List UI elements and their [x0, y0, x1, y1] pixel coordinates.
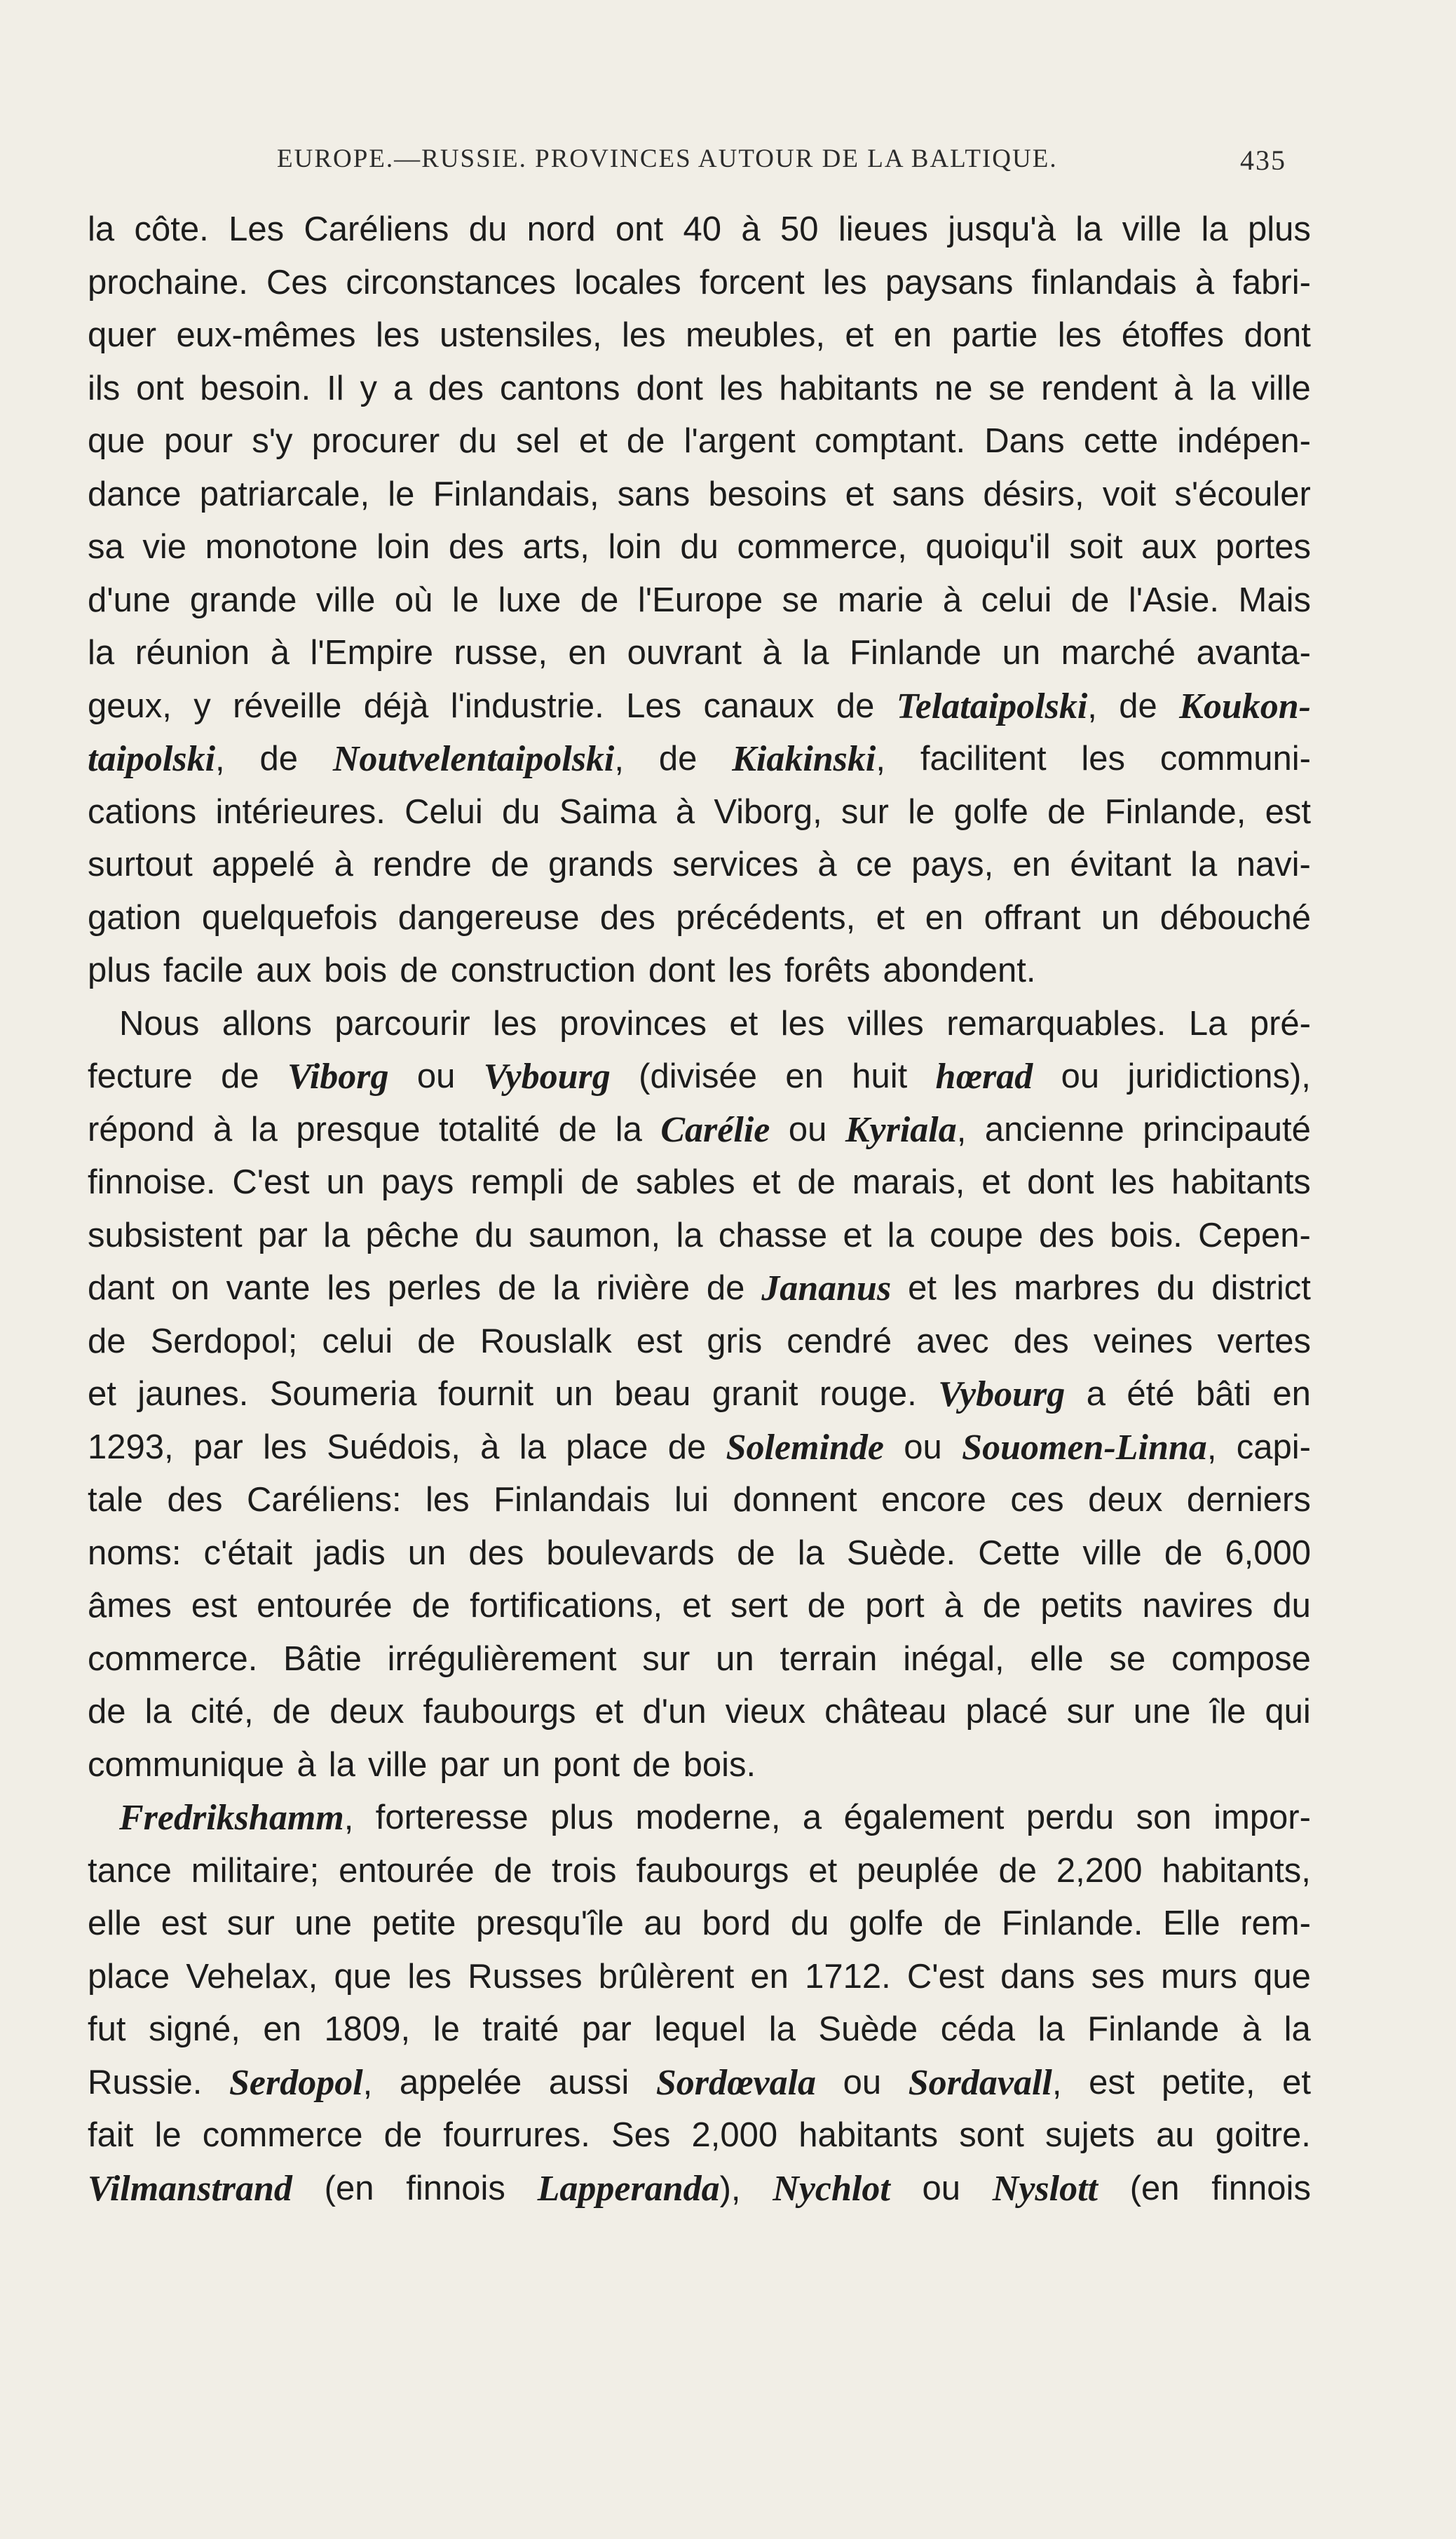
- text-line: taipolski, de Noutvelentaipolski, de Kiakinski, facilitent les communi-: [88, 739, 1311, 779]
- text-line: 1293, par les Suédois, à la place de Soleminde ou Souomen-Linna, capi-: [88, 1427, 1311, 1468]
- text-line: plus facile aux bois de construction dont les forêts abondent.: [88, 952, 1036, 989]
- text-line: de la cité, de deux faubourgs et d'un vieux château placé sur une île qui: [88, 1693, 1311, 1731]
- text-line: tance militaire; entourée de trois faubourgs et peuplée de 2,200 habitants,: [88, 1851, 1311, 1890]
- text-line: quer eux-mêmes les ustensiles, les meubles, et en partie les étoffes dont: [88, 316, 1311, 354]
- running-head-title: EUROPE.—RUSSIE. PROVINCES AUTOUR DE LA BALTIQUE.: [277, 144, 1058, 173]
- text-line: gation quelquefois dangereuse des précédents, et en offrant un débouché: [88, 898, 1311, 937]
- page-number: 435: [1240, 144, 1286, 176]
- text-line: répond à la presque totalité de la Carélie ou Kyriala, ancienne principauté: [88, 1109, 1311, 1150]
- text-line: fut signé, en 1809, le traité par lequel la Suède céda la Finlande à la: [88, 2010, 1311, 2048]
- paragraph: [88, 203, 1311, 998]
- text-line: cations intérieures. Celui du Saima à Viborg, sur le golfe de Finlande, est: [88, 792, 1311, 831]
- text-line: Russie. Serdopol, appelée aussi Sordœvala ou Sordavall, est petite, et: [88, 2062, 1311, 2103]
- text-line: noms: c'était jadis un des boulevards de la Suède. Cette ville de 6,000: [88, 1533, 1311, 1572]
- text-line: d'une grande ville où le luxe de l'Europe se marie à celui de l'Asie. Mais: [88, 581, 1311, 619]
- text-line: tale des Caréliens: les Finlandais lui donnent encore ces deux derniers: [88, 1481, 1311, 1519]
- text-line: geux, y réveille déjà l'industrie. Les canaux de Telataipolski, de Koukon-: [88, 686, 1311, 726]
- text-line: âmes est entourée de fortifications, et sert de port à de petits navires du: [88, 1587, 1311, 1625]
- text-line: commerce. Bâtie irrégulièrement sur un terrain inégal, elle se compose: [88, 1639, 1311, 1678]
- text-line: subsistent par la pêche du saumon, la chasse et la coupe des bois. Cepen-: [88, 1216, 1311, 1254]
- text-line: ils ont besoin. Il y a des cantons dont les habitants ne se rendent à la ville: [88, 369, 1311, 407]
- text-line: Fredrikshamm, forteresse plus moderne, a également perdu son impor-: [119, 1798, 1311, 1838]
- text-line: la réunion à l'Empire russe, en ouvrant à la Finlande un marché avanta-: [88, 634, 1311, 672]
- text-line: de Serdopol; celui de Rouslalk est gris cendré avec des veines vertes: [88, 1322, 1311, 1360]
- text-line: sa vie monotone loin des arts, loin du commerce, quoiqu'il soit aux portes: [88, 528, 1311, 566]
- text-line: Nous allons parcourir les provinces et les villes remarquables. La pré-: [119, 1004, 1311, 1043]
- text-line: la côte. Les Caréliens du nord ont 40 à 50 lieues jusqu'à la ville la plus: [88, 210, 1311, 248]
- text-line: dance patriarcale, le Finlandais, sans besoins et sans désirs, voit s'écouler: [88, 475, 1311, 513]
- text-line: que pour s'y procurer du sel et de l'argent comptant. Dans cette indépen-: [88, 422, 1311, 460]
- text-line: prochaine. Ces circonstances locales forcent les paysans finlandais à fabri-: [88, 263, 1311, 302]
- text-line: elle est sur une petite presqu'île au bord du golfe de Finlande. Elle rem-: [88, 1904, 1311, 1942]
- text-line: fecture de Viborg ou Vybourg (divisée en huit hœrad ou juridictions),: [88, 1057, 1311, 1097]
- text-line: communique à la ville par un pont de bois.: [88, 1745, 756, 1784]
- text-line: fait le commerce de fourrures. Ses 2,000 habitants sont sujets au goitre.: [88, 2116, 1311, 2154]
- running-head: [277, 144, 1286, 186]
- paragraph: [88, 1792, 1311, 2215]
- text-line: dant on vante les perles de la rivière de Jananus et les marbres du district: [88, 1268, 1311, 1308]
- text-line: finnoise. C'est un pays rempli de sables et de marais, et dont les habitants: [88, 1163, 1311, 1201]
- text-line: place Vehelax, que les Russes brûlèrent en 1712. C'est dans ses murs que: [88, 1957, 1311, 1996]
- body-text: [88, 203, 1311, 2215]
- text-line: surtout appelé à rendre de grands services à ce pays, en évitant la navi-: [88, 846, 1311, 883]
- paragraph: [88, 998, 1311, 1792]
- text-line: et jaunes. Soumeria fournit un beau granit rouge. Vybourg a été bâti en: [88, 1374, 1311, 1414]
- text-line: Vilmanstrand (en finnois Lapperanda), Nychlot ou Nyslott (en finnois: [88, 2168, 1311, 2209]
